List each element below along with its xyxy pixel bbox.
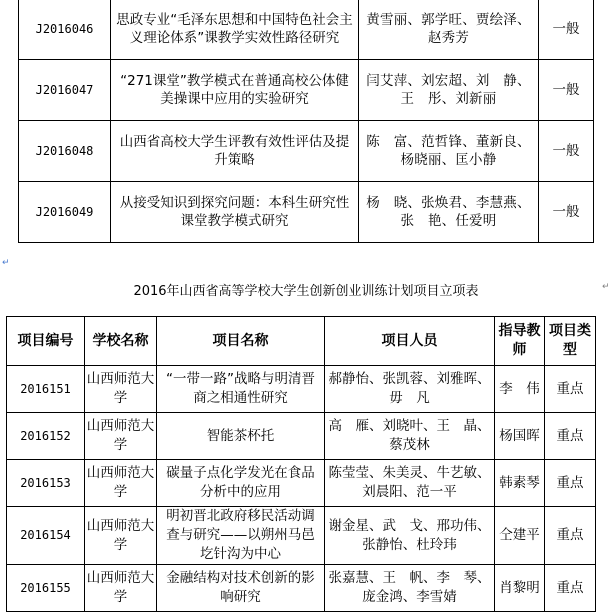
table-row: [19, 121, 594, 182]
project-name: 明初晋北政府移民活动调查与研究——以朔州马邑圪针沟为中心: [157, 507, 325, 565]
paragraph-mark-icon: ↵: [2, 258, 10, 268]
header-project-name: 项目名称: [157, 317, 325, 366]
innovation-project-table: [6, 316, 596, 612]
project-name: 从接受知识到探究问题：本科生研究性课堂教学模式研究: [111, 182, 359, 243]
project-type: 重点: [545, 507, 596, 565]
project-members: 张嘉慧、王 帆、李 琴、庞金鸿、李雪婧: [325, 565, 495, 612]
project-members: 谢金星、武 戈、邢功伟、张静怡、杜玲玮: [325, 507, 495, 565]
project-name: 碳量子点化学发光在食品分析中的应用: [157, 460, 325, 507]
table-row: [7, 366, 596, 413]
header-project-code: 项目编号: [7, 317, 85, 366]
school-name: 山西师范大学: [85, 507, 157, 565]
table-row: [19, 182, 594, 243]
project-members: 郝静怡、张凯蓉、刘雅晖、毋 凡: [325, 366, 495, 413]
project-name: 金融结构对技术创新的影响研究: [157, 565, 325, 612]
project-type: 重点: [545, 460, 596, 507]
advisor: 肖黎明: [495, 565, 545, 612]
header-project-members: 项目人员: [325, 317, 495, 366]
project-name: 山西省高校大学生评教有效性评估及提升策略: [111, 121, 359, 182]
project-members: 高 雁、刘晓叶、王 晶、蔡茂林: [325, 413, 495, 460]
project-members: 闫艾萍、刘宏超、刘 静、王 彤、刘新丽: [359, 60, 539, 121]
project-name: “一带一路”战略与明清晋商之相通性研究: [157, 366, 325, 413]
table-row: [7, 413, 596, 460]
header-school-name: 学校名称: [85, 317, 157, 366]
project-code: J2016048: [19, 121, 111, 182]
header-advisor: 指导教师: [495, 317, 545, 366]
project-code: J2016049: [19, 182, 111, 243]
project-code: 2016155: [7, 565, 85, 612]
table-row: [7, 565, 596, 612]
school-name: 山西师范大学: [85, 366, 157, 413]
table-row: [7, 507, 596, 565]
advisor: 李 伟: [495, 366, 545, 413]
project-members: 杨 晓、张焕君、李慧燕、张 艳、任爱明: [359, 182, 539, 243]
school-name: 山西师范大学: [85, 413, 157, 460]
table-row: [19, 0, 594, 60]
project-level: 一般: [539, 182, 594, 243]
project-members: 陈 富、范哲锋、董新良、杨晓丽、匡小静: [359, 121, 539, 182]
advisor: 杨国晖: [495, 413, 545, 460]
project-type: 重点: [545, 565, 596, 612]
table-row: [7, 460, 596, 507]
project-type: 重点: [545, 366, 596, 413]
school-name: 山西师范大学: [85, 460, 157, 507]
table-row: [19, 60, 594, 121]
table-header-row: [7, 317, 596, 366]
project-code: 2016151: [7, 366, 85, 413]
school-name: 山西师范大学: [85, 565, 157, 612]
project-level: 一般: [539, 0, 594, 60]
header-project-type: 项目类型: [545, 317, 596, 366]
project-name: 智能茶杯托: [157, 413, 325, 460]
project-code: 2016152: [7, 413, 85, 460]
project-code: 2016153: [7, 460, 85, 507]
project-code: J2016046: [19, 0, 111, 60]
table-caption: 2016年山西省高等学校大学生创新创业训练计划项目立项表: [133, 284, 479, 299]
project-members: 黄雪丽、郭学旺、贾绘泽、赵秀芳: [359, 0, 539, 60]
project-code: 2016154: [7, 507, 85, 565]
project-name: 思政专业“毛泽东思想和中国特色社会主义理论体系”课教学实效性路径研究: [111, 0, 359, 60]
project-type: 重点: [545, 413, 596, 460]
project-level: 一般: [539, 121, 594, 182]
project-code: J2016047: [19, 60, 111, 121]
project-members: 陈莹莹、朱美灵、牛艺敏、刘晨阳、范一平: [325, 460, 495, 507]
project-level: 一般: [539, 60, 594, 121]
project-table-continued: [18, 0, 594, 243]
project-name: “271课堂”教学模式在普通高校公体健美操课中应用的实验研究: [111, 60, 359, 121]
advisor: 仝建平: [495, 507, 545, 565]
advisor: 韩素琴: [495, 460, 545, 507]
paragraph-mark-icon: ↵: [602, 282, 610, 292]
